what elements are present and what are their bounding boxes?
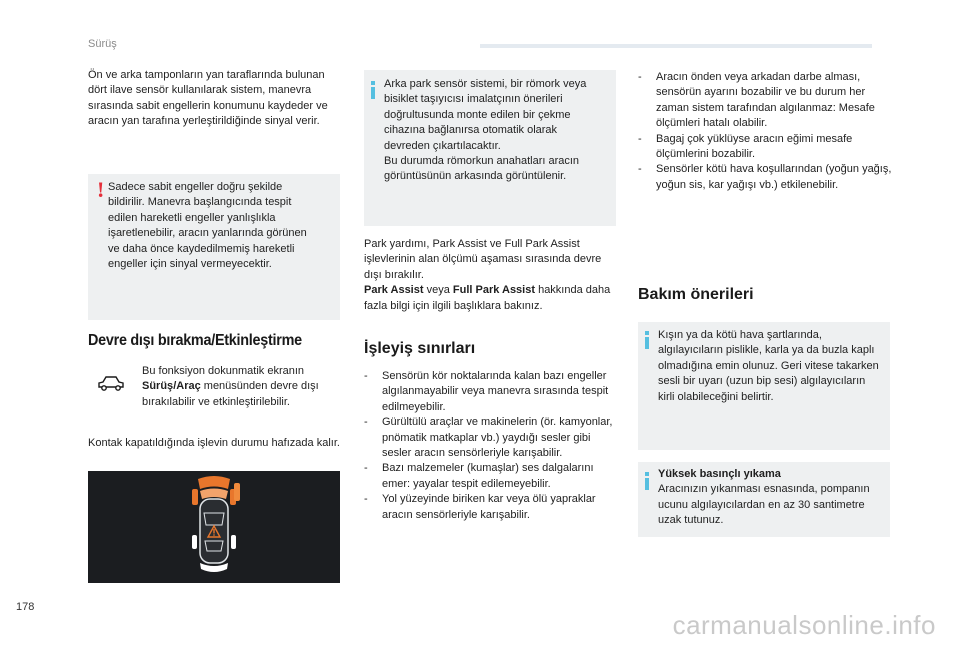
list-item: - Aracın önden veya arkadan darbe alması, sensörün ayarını bozabilir ve bu durum her zaman sistem tarafından algılanmaz: Mesafe ölçümleri hatalı olabilir. [638,70,894,132]
section-heading-deactivation: Devre dışı bırakma/Etkinleştirme [88,332,302,349]
list-item: - Bagaj çok yüklüyse aracın eğimi mesafe ölçümlerini bozabilir. [638,132,894,163]
washing-text: Yüksek basınçlı yıkama Aracınızın yıkanması esnasında, pompanın ucunu algılayıcılardan en az 30 santimetre uzak tutunuz. [658,468,870,527]
menu-instruction: Bu fonksiyon dokunmatik ekranın Sürüş/Araç menüsünden devre dışı bırakılabilir ve etkinleştirilebilir. [142,365,319,408]
list-item: - Gürültülü araçlar ve makinelerin (ör. kamyonlar, pnömatik matkaplar vb.) yaydığı sesler gibi sesler aracın sensörleriyle karışabilir. [364,415,614,461]
header-bar [480,44,872,48]
warning-text: Sadece sabit engeller doğru şekilde bildirilir. Manevra başlangıcında tespit edilen hareketli engeller yanlışlıkla işaretlenebilir, aracın yanlarında görünen ve daha önce kaydedilmemiş hareketli engeller için sinyal vermeyecektir. [108,181,307,271]
info-icon [645,337,649,349]
page-number: 178 [16,601,35,613]
limits-list [364,369,614,523]
sensor-left-rear [192,535,197,549]
park-assist-paragraph: Park yardımı, Park Assist ve Full Park Assist işlevlerinin alan ölçümü aşaması sırasında devre dışı bırakılır. Park Assist veya Full Park Assist hakkında daha fazla bilgi için ilgili başlıklara bakınız. [364,238,611,312]
info-icon [371,87,375,99]
ignition-paragraph: Kontak kapatıldığında işlevin durumu hafızada kalır. [88,437,340,449]
section-heading-limits: İşleyiş sınırları [364,340,476,357]
section-heading-maintenance: Bakım önerileri [638,286,754,303]
info-box-trailer [364,70,616,226]
info-text-trailer: Arka park sensör sistemi, bir römork veya bisiklet taşıyıcısı imalatçının önerileri doğrultusunda monte edilen bir çekme cihazına bağlanırsa otomatik olarak devreden çıkartılacaktır. Bu durumda römorkun anahatları aracın görüntüsünün arkasında görüntülenir. [384,78,587,183]
list-item: - Bazı malzemeler (kumaşlar) ses dalgalarını emer: yayalar tespit edilemeyebilir. [364,461,614,492]
sensor-left-front [192,489,198,505]
watermark: carmanualsonline.info [672,610,936,640]
warning-icon: ! [97,177,105,202]
list-item: - Sensörler kötü hava koşullarından (yoğun yağış, yoğun sis, kar yağışı vb.) etkilenebilir. [638,162,894,193]
list-item: - Yol yüzeyinde biriken kar veya ölü yapraklar aracın sensörleriyle karışabilir. [364,492,614,523]
park-sensor-display [88,471,340,583]
info-icon [645,478,649,490]
car-menu-icon [88,374,132,398]
intro-paragraph: Ön ve arka tamponların yan taraflarında bulunan dört ilave sensör kullanılarak sistem, manevra sırasında sabit engellerin konumunu kaydeder ve aracın yan tarafına yerleştirildiğinde sinyal verir. [88,69,328,128]
limits-list-continued [638,70,894,193]
info-box-winter [638,322,890,450]
sensor-right-outer [234,483,240,501]
warning-box [88,174,340,320]
section-title: Sürüş [88,38,117,50]
winter-care-text: Kışın ya da kötü hava şartlarında, algılayıcıların pislikle, karla ya da buzla kaplı olmadığına emin olunuz. Geri vitese takarken sesli bir uyarı (uzun bip sesi) algılayıcıların kirli olabileceğini belirtir. [658,329,879,403]
sensor-right-rear [231,535,236,549]
list-item: - Sensörün kör noktalarında kalan bazı engeller algılanmayabilir veya manevra sırasında tespit edilmeyebilir. [364,369,614,415]
info-box-washing [638,462,890,537]
